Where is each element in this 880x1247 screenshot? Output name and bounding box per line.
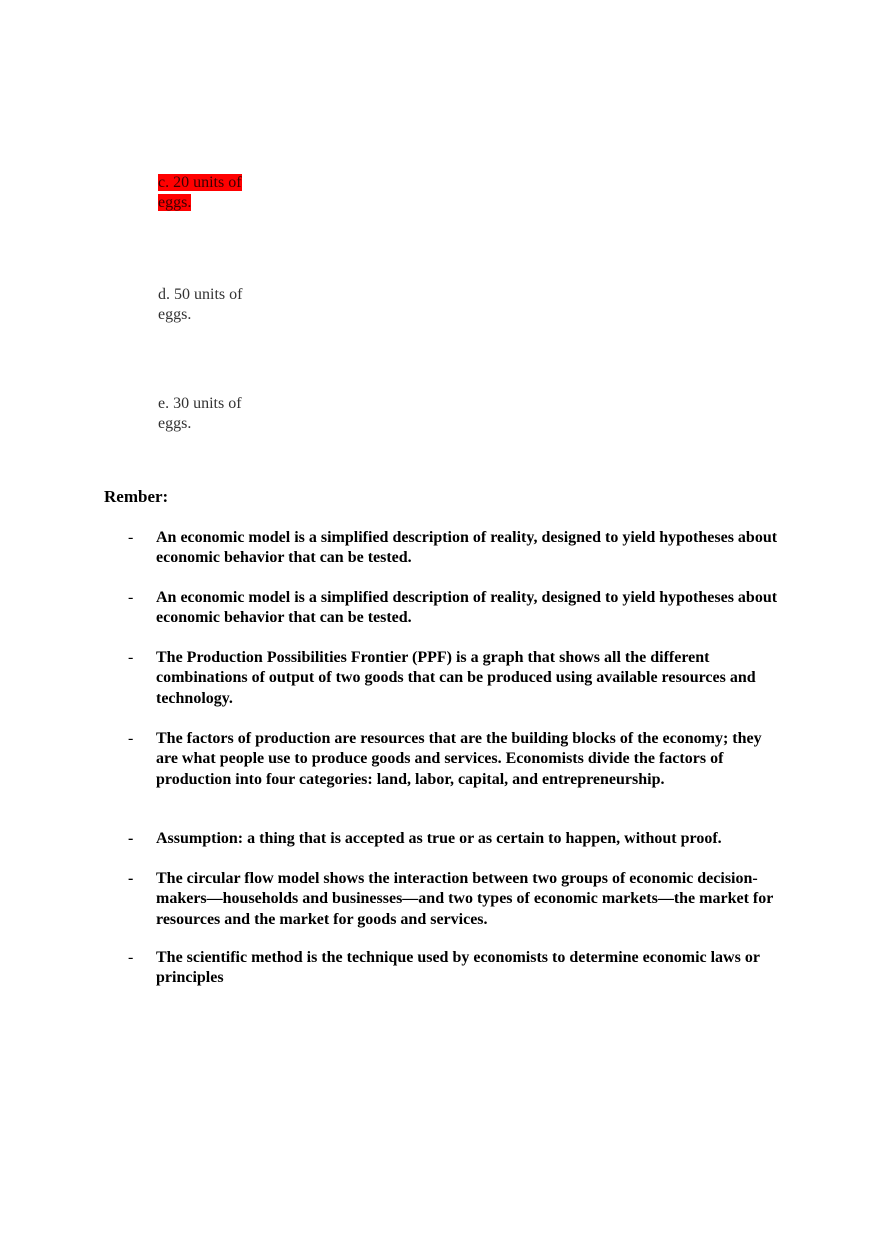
bullet-dash: - [128, 649, 134, 666]
bullet-text: Assumption: a thing that is accepted as true or as certain to happen, without proof. [156, 830, 722, 847]
bullet-dash: - [128, 830, 134, 847]
bullet-text: The Production Possibilities Frontier (PPF) is a graph that shows all the different combinations of output of two goods that can be produced using available resources and technology. [156, 649, 756, 707]
answer-option-c-text: c. 20 units of eggs. [158, 174, 242, 211]
answer-option-e-text: e. 30 units of eggs. [158, 395, 242, 432]
bullet-dash: - [128, 730, 134, 747]
bullet-text: An economic model is a simplified description of reality, designed to yield hypotheses about economic behavior that can be tested. [156, 589, 778, 627]
answer-option-e [158, 394, 258, 434]
bullet-dash: - [128, 870, 134, 887]
bullet-text: An economic model is a simplified description of reality, designed to yield hypotheses about economic behavior that can be tested. [156, 529, 778, 567]
answer-option-d-text: d. 50 units of eggs. [158, 286, 243, 323]
section-heading: Rember: [104, 487, 169, 506]
bullet-text: The factors of production are resources that are the building blocks of the economy; they are what people use to produce goods and services. Economists divide the factors of production into four categories: land, labor, capital, and entrepreneurship. [156, 730, 762, 788]
bullet-dash: - [128, 589, 134, 606]
bullet-text: The circular flow model shows the interaction between two groups of economic decision-makers—households and businesses—and two types of economic markets—the market for resources and the market for goods and services. [156, 870, 774, 928]
bullet-text: The scientific method is the technique used by economists to determine economic laws or principles [156, 949, 760, 987]
answer-option-c [158, 173, 258, 213]
bullet-dash: - [128, 949, 134, 966]
bullet-dash: - [128, 529, 134, 546]
answer-option-d [158, 285, 258, 325]
